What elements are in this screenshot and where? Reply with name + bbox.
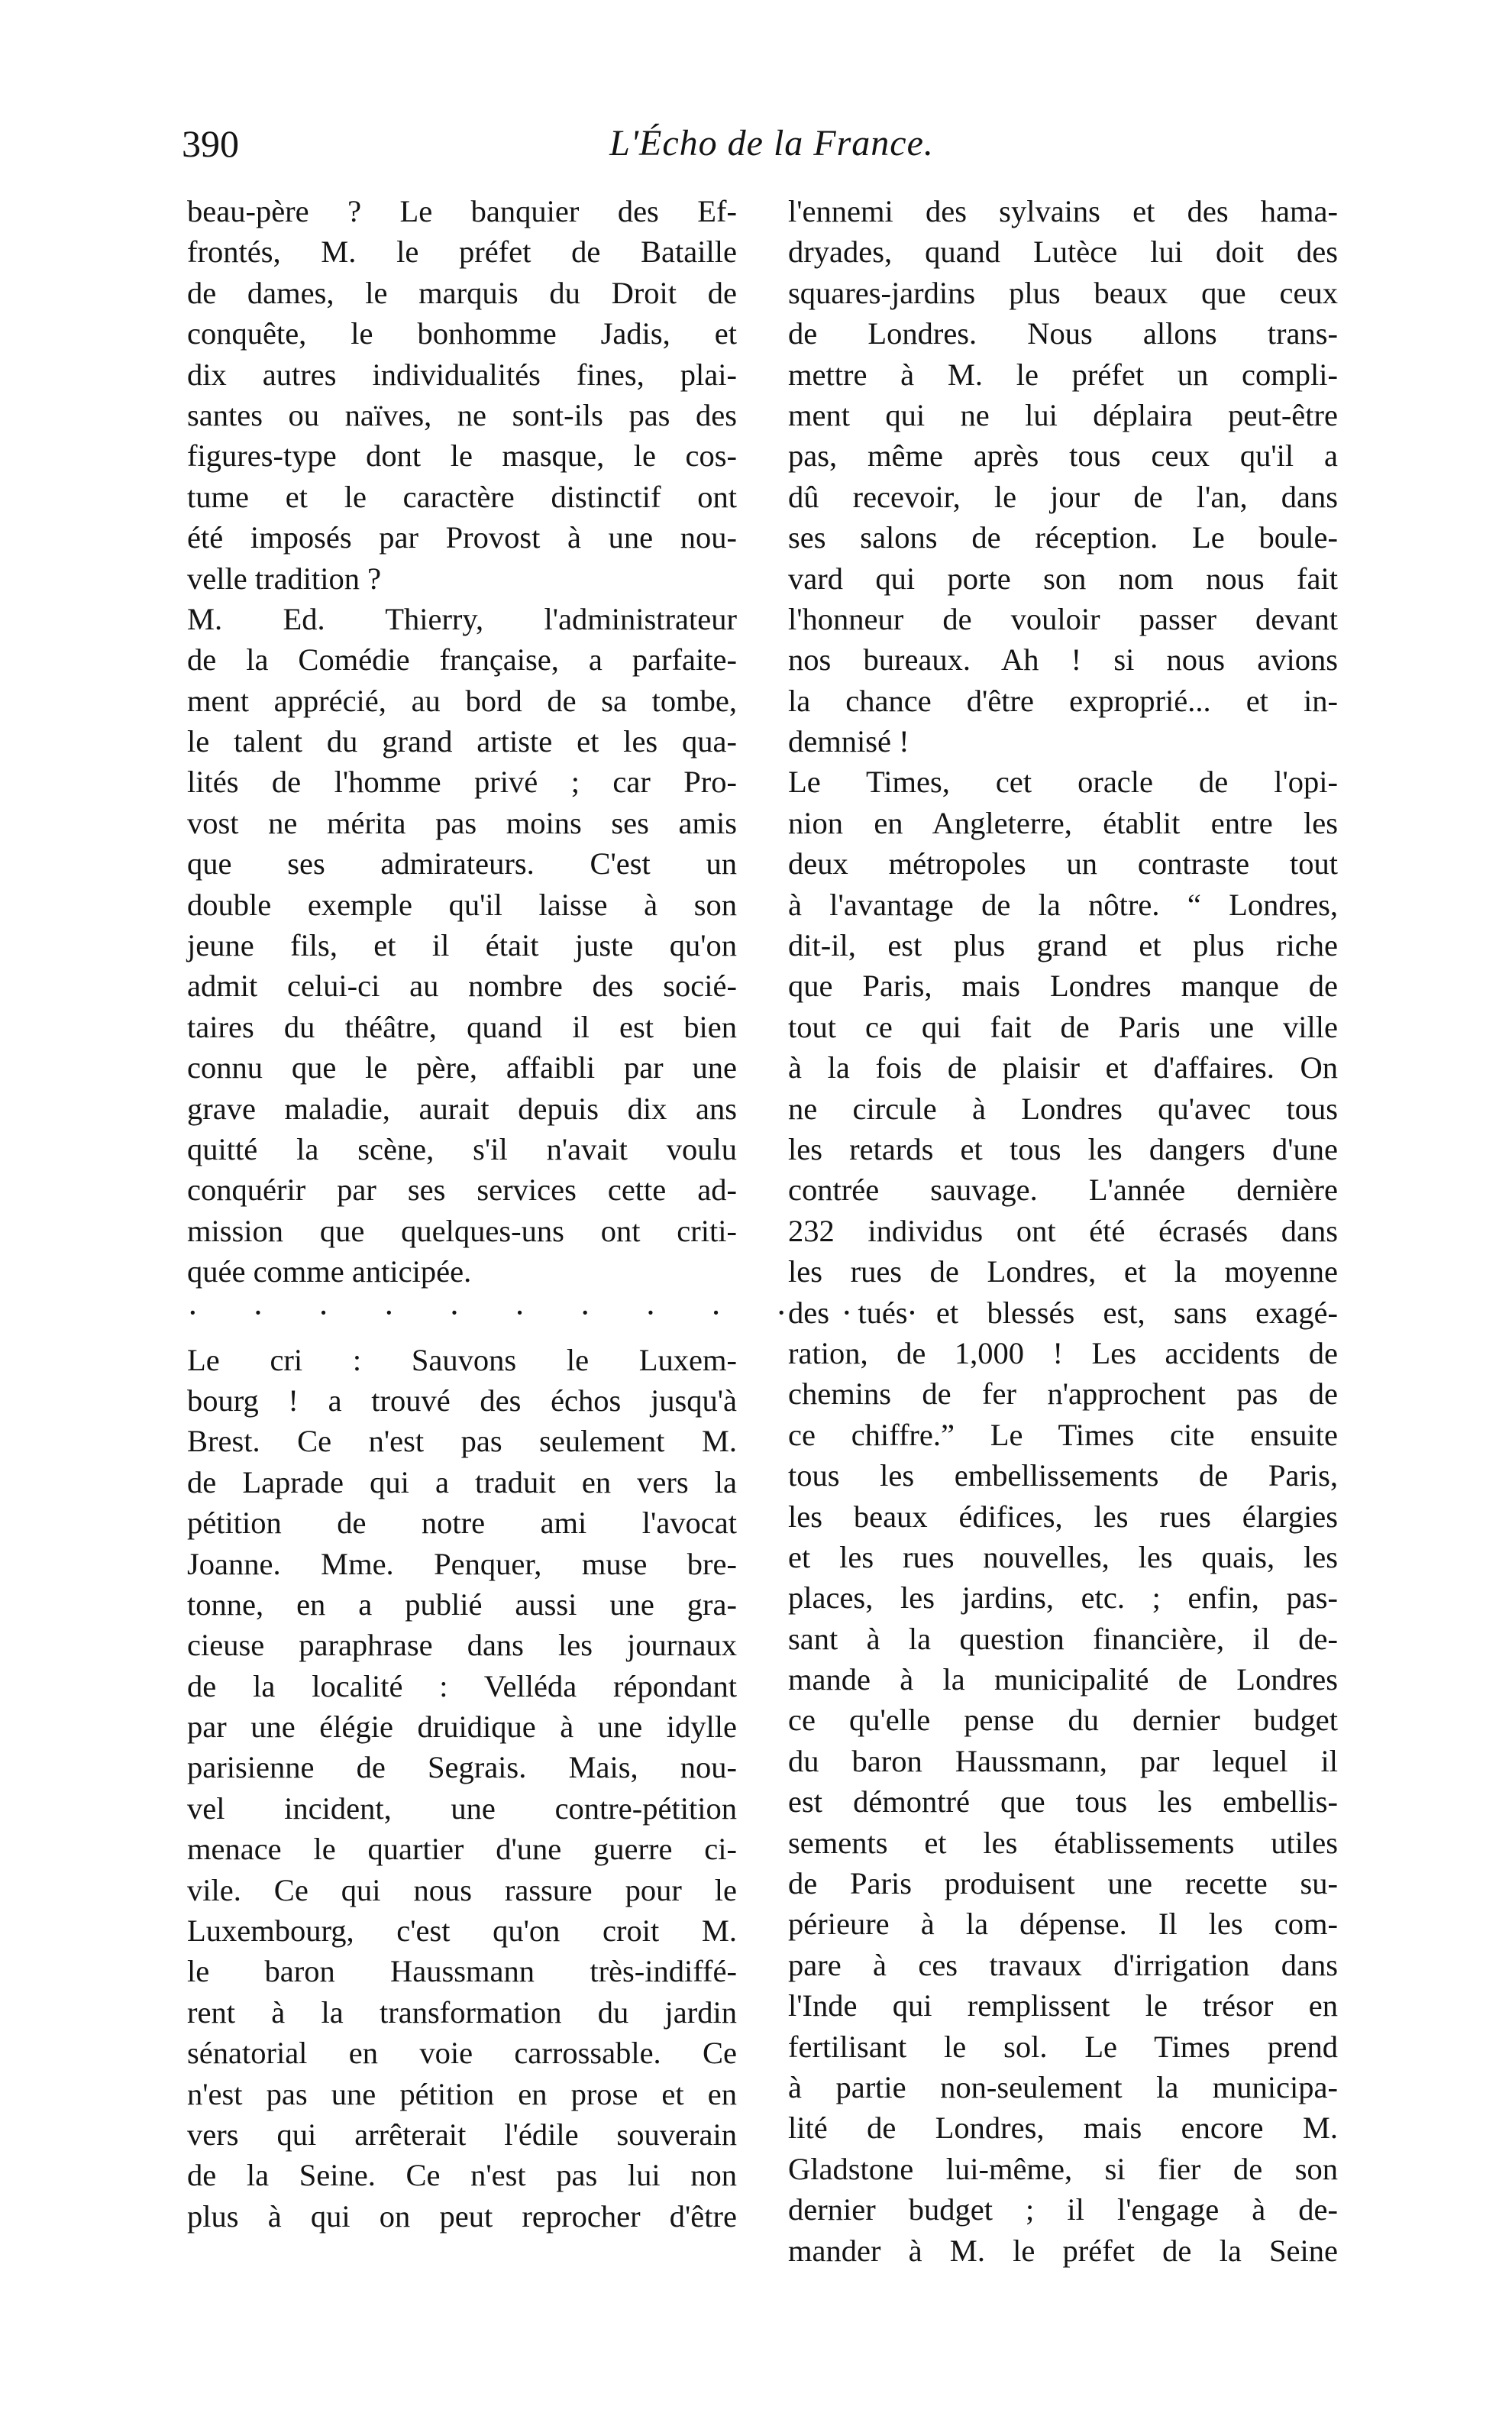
text-line: frontés, M. le préfet de Bataille bbox=[187, 235, 737, 270]
text-line: connu que le père, affaibli par une bbox=[187, 1050, 737, 1085]
text-line: bourg ! a trouvé des échos jusqu'à bbox=[187, 1383, 737, 1418]
text-line: à la fois de plaisir et d'affaires. On bbox=[788, 1050, 1338, 1085]
text-line: ses salons de réception. Le boule- bbox=[788, 520, 1338, 555]
text-line: figures-type dont le masque, le cos- bbox=[187, 438, 737, 474]
text-line: par une élégie druidique à une idylle bbox=[187, 1710, 737, 1745]
text-line: de Paris produisent une recette su- bbox=[788, 1866, 1338, 1901]
text-line: Luxembourg, c'est qu'on croit M. bbox=[187, 1913, 737, 1949]
text-line: mande à la municipalité de Londres bbox=[788, 1662, 1338, 1697]
text-line: Le cri : Sauvons le Luxem- bbox=[187, 1342, 737, 1377]
text-line: mettre à M. le préfet un compli- bbox=[788, 357, 1338, 392]
text-line: de la Comédie française, a parfaite- bbox=[187, 642, 737, 678]
text-line: pare à ces travaux d'irrigation dans bbox=[788, 1947, 1338, 1982]
text-line: cieuse paraphrase dans les journaux bbox=[187, 1628, 737, 1663]
text-line: l'ennemi des sylvains et des hama- bbox=[788, 194, 1338, 228]
text-line: mission que quelques-uns ont criti- bbox=[187, 1213, 737, 1248]
text-line: du baron Haussmann, par lequel il bbox=[788, 1743, 1338, 1778]
text-line: les beaux édifices, les rues élargies bbox=[788, 1499, 1338, 1534]
text-line: ment qui ne lui déplaira peut-être bbox=[788, 397, 1338, 432]
text-line: taires du théâtre, quand il est bien bbox=[187, 1009, 737, 1044]
text-line: Le Times, cet oracle de l'opi- bbox=[788, 765, 1338, 800]
text-line: ration, de 1,000 ! Les accidents de bbox=[788, 1335, 1338, 1370]
text-line: nos bureaux. Ah ! si nous avions bbox=[788, 642, 1338, 678]
text-line: dernier budget ; il l'engage à de- bbox=[788, 2192, 1338, 2227]
text-line: conquérir par ses services cette ad- bbox=[187, 1173, 737, 1208]
text-line: vost ne mérita pas moins ses amis bbox=[187, 805, 737, 840]
page-header bbox=[182, 121, 1362, 174]
text-line: ce chiffre.” Le Times cite ensuite bbox=[788, 1417, 1338, 1452]
text-line: jeune fils, et il était juste qu'on bbox=[187, 928, 737, 963]
right-column bbox=[788, 191, 1338, 2271]
section-separator: · · · · · · · · · · · · bbox=[187, 1293, 941, 1331]
text-line: nion en Angleterre, établit entre les bbox=[788, 805, 1338, 840]
text-line: de Londres. Nous allons trans- bbox=[788, 316, 1338, 351]
text-line: vel incident, une contre-pétition bbox=[187, 1790, 737, 1826]
text-line: des tués et blessés est, sans exagé- bbox=[788, 1295, 1338, 1330]
text-line: n'est pas une pétition en prose et en bbox=[187, 2076, 737, 2111]
text-line: les retards et tous les dangers d'une bbox=[788, 1131, 1338, 1166]
text-line: dryades, quand Lutèce lui doit des bbox=[788, 235, 1338, 270]
text-line: ce qu'elle pense du dernier budget bbox=[788, 1703, 1338, 1738]
text-line: quée comme anticipée. bbox=[187, 1254, 472, 1289]
text-line: beau-père ? Le banquier des Ef- bbox=[187, 194, 737, 228]
text-line: la chance d'être exproprié... et in- bbox=[788, 683, 1338, 718]
text-line: le talent du grand artiste et les qua- bbox=[187, 724, 737, 759]
paragraph-provost-roles bbox=[187, 191, 737, 599]
text-line: lités de l'homme privé ; car Pro- bbox=[187, 765, 737, 800]
text-line: dit-il, est plus grand et plus riche bbox=[788, 928, 1338, 963]
text-line: l'Inde qui remplissent le trésor en bbox=[788, 1988, 1338, 2023]
text-line: deux métropoles un contraste tout bbox=[788, 846, 1338, 881]
text-line: fertilisant le sol. Le Times prend bbox=[788, 2029, 1338, 2064]
text-line: est démontré que tous les embellis- bbox=[788, 1784, 1338, 1820]
text-line: de la Seine. Ce n'est pas lui non bbox=[187, 2158, 737, 2193]
text-line: ment apprécié, au bord de sa tombe, bbox=[187, 683, 737, 718]
text-line: de dames, le marquis du Droit de bbox=[187, 275, 737, 310]
text-line: vile. Ce qui nous rassure pour le bbox=[187, 1872, 737, 1907]
text-line: de Laprade qui a traduit en vers la bbox=[187, 1464, 737, 1499]
text-line: tume et le caractère distinctif ont bbox=[187, 479, 737, 514]
text-line: pétition de notre ami l'avocat bbox=[187, 1506, 737, 1541]
text-line: tout ce qui fait de Paris une ville bbox=[788, 1009, 1338, 1044]
text-line: que ses admirateurs. C'est un bbox=[187, 846, 737, 881]
text-line: chemins de fer n'approchent pas de bbox=[788, 1376, 1338, 1412]
paragraph-luxembourg bbox=[187, 1340, 737, 2237]
text-line: mander à M. le préfet de la Seine bbox=[788, 2233, 1338, 2268]
text-line: à partie non-seulement la municipa- bbox=[788, 2069, 1338, 2104]
text-line: le baron Haussmann très-indiffé- bbox=[187, 1954, 737, 1989]
paragraph-boulevard bbox=[788, 191, 1338, 762]
text-line: sant à la question financière, il de- bbox=[788, 1621, 1338, 1656]
text-line: grave maladie, aurait depuis dix ans bbox=[187, 1091, 737, 1126]
paragraph-times bbox=[788, 762, 1338, 2270]
text-line: places, les jardins, etc. ; enfin, pas- bbox=[788, 1580, 1338, 1616]
text-line: été imposés par Provost à une nou- bbox=[187, 520, 737, 555]
text-line: squares-jardins plus beaux que ceux bbox=[788, 275, 1338, 310]
text-line: que Paris, mais Londres manque de bbox=[788, 969, 1338, 1004]
running-title: L'Écho de la France. bbox=[609, 123, 934, 163]
text-line: conquête, le bonhomme Jadis, et bbox=[187, 316, 737, 351]
text-line: dix autres individualités fines, plai- bbox=[187, 357, 737, 392]
text-line: admit celui-ci au nombre des socié- bbox=[187, 969, 737, 1004]
text-line: M. Ed. Thierry, l'administrateur bbox=[187, 601, 737, 636]
text-line: plus à qui on peut reprocher d'être bbox=[187, 2198, 737, 2234]
text-line: de la localité : Velléda répondant bbox=[187, 1668, 737, 1703]
text-line: sénatorial en voie carrossable. Ce bbox=[187, 2036, 737, 2071]
text-line: velle tradition ? bbox=[187, 561, 382, 596]
text-line: Brest. Ce n'est pas seulement M. bbox=[187, 1424, 737, 1459]
text-line: dû recevoir, le jour de l'an, dans bbox=[788, 479, 1338, 514]
text-line: demnisé ! bbox=[788, 724, 909, 759]
text-line: sements et les établissements utiles bbox=[788, 1825, 1338, 1860]
text-line: quitté la scène, s'il n'avait voulu bbox=[187, 1131, 737, 1166]
paragraph-thierry bbox=[187, 599, 737, 1292]
text-line: double exemple qu'il laisse à son bbox=[187, 887, 737, 922]
text-line: périeure à la dépense. Il les com- bbox=[788, 1907, 1338, 1942]
text-line: ne circule à Londres qu'avec tous bbox=[788, 1091, 1338, 1126]
text-line: vers qui arrêterait l'édile souverain bbox=[187, 2117, 737, 2152]
text-line: pas, même après tous ceux qu'il a bbox=[788, 438, 1338, 474]
text-line: les rues de Londres, et la moyenne bbox=[788, 1254, 1338, 1289]
text-line: Joanne. Mme. Penquer, muse bre- bbox=[187, 1546, 737, 1581]
page-number: 390 bbox=[182, 122, 239, 165]
text-line: tonne, en a publié aussi une gra- bbox=[187, 1587, 737, 1622]
text-line: menace le quartier d'une guerre ci- bbox=[187, 1832, 737, 1867]
text-line: parisienne de Segrais. Mais, nou- bbox=[187, 1750, 737, 1785]
text-line: Gladstone lui-même, si fier de son bbox=[788, 2151, 1338, 2186]
text-line: santes ou naïves, ne sont-ils pas des bbox=[187, 397, 737, 432]
text-line: vard qui porte son nom nous fait bbox=[788, 561, 1338, 596]
text-line: contrée sauvage. L'année dernière bbox=[788, 1173, 1338, 1208]
text-line: tous les embellissements de Paris, bbox=[788, 1458, 1338, 1493]
text-line: lité de Londres, mais encore M. bbox=[788, 2111, 1338, 2146]
text-line: 232 individus ont été écrasés dans bbox=[788, 1213, 1338, 1248]
text-line: rent à la transformation du jardin bbox=[187, 1994, 737, 2030]
text-line: l'honneur de vouloir passer devant bbox=[788, 601, 1338, 636]
text-line: et les rues nouvelles, les quais, les bbox=[788, 1539, 1338, 1574]
text-line: à l'avantage de la nôtre. “ Londres, bbox=[788, 887, 1338, 922]
